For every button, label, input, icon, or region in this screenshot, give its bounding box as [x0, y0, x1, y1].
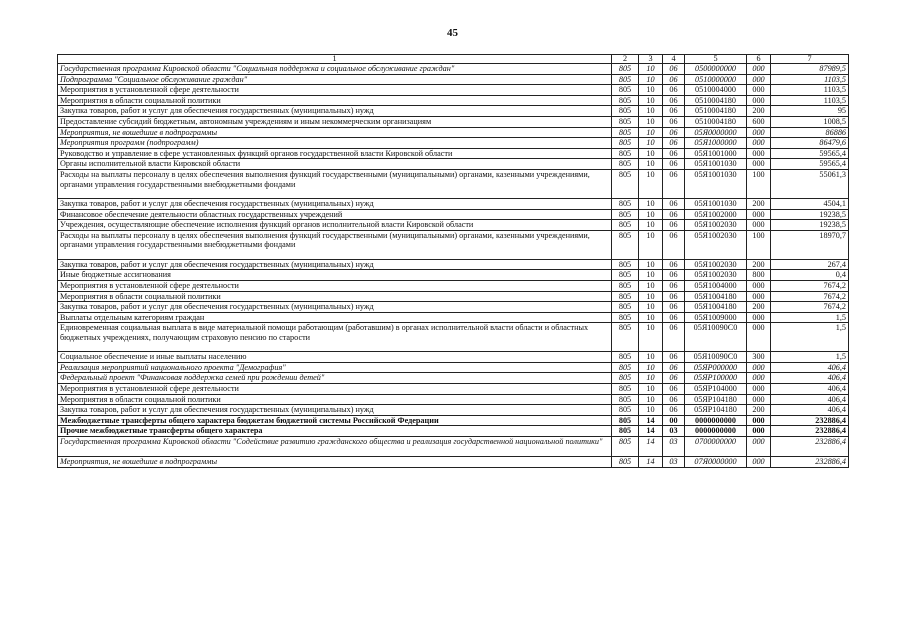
target-article-cell: 05Я1001000 — [685, 148, 747, 159]
ministry-code-cell: 805 — [612, 220, 639, 231]
target-article-cell: 05Я1002030 — [685, 220, 747, 231]
target-article-cell: 0510004180 — [685, 116, 747, 127]
amount-cell: 232886,4 — [771, 457, 849, 468]
table-row — [58, 437, 849, 457]
row-name-cell: Мероприятия, не вошедшие в подпрограммы — [58, 127, 612, 138]
table-row — [58, 312, 849, 323]
table-row — [58, 85, 849, 96]
row-name-cell: Расходы на выплаты персоналу в целях обеспечения выполнения функций государственными (муниципальными) органами, казенными учреждениями, органами управления государственными внебюджетными фондами — [58, 230, 612, 259]
column-number-row — [58, 55, 849, 64]
row-name-cell: Мероприятия программ (подпрограмм) — [58, 138, 612, 149]
table-row — [58, 64, 849, 75]
subsection-code-cell: 06 — [663, 74, 685, 85]
target-article-cell: 05Я1000000 — [685, 138, 747, 149]
row-name-cell: Прочие межбюджетные трансферты общего характера — [58, 426, 612, 437]
row-name-cell: Государственная программа Кировской области "Содействие развитию гражданского общества и реализация государственной национальной политики" — [58, 437, 612, 457]
ministry-code-cell: 805 — [612, 457, 639, 468]
column-header: 3 — [639, 55, 663, 64]
amount-cell: 406,4 — [771, 362, 849, 373]
amount-cell: 1008,5 — [771, 116, 849, 127]
amount-cell: 7674,2 — [771, 291, 849, 302]
column-header: 1 — [58, 55, 612, 64]
row-name-cell: Выплаты отдельным категориям граждан — [58, 312, 612, 323]
expense-type-cell: 000 — [747, 373, 771, 384]
expense-type-cell: 200 — [747, 106, 771, 117]
expense-type-cell: 000 — [747, 64, 771, 75]
amount-cell: 1103,5 — [771, 85, 849, 96]
table-row — [58, 457, 849, 468]
subsection-code-cell: 06 — [663, 198, 685, 209]
ministry-code-cell: 805 — [612, 127, 639, 138]
section-code-cell: 10 — [639, 323, 663, 352]
row-name-cell: Предоставление субсидий бюджетным, автономным учреждениям и иным некоммерческим организациям — [58, 116, 612, 127]
expense-type-cell: 000 — [747, 457, 771, 468]
amount-cell: 7674,2 — [771, 302, 849, 313]
target-article-cell: 0700000000 — [685, 437, 747, 457]
expense-type-cell: 000 — [747, 85, 771, 96]
section-code-cell: 14 — [639, 415, 663, 426]
table-row — [58, 220, 849, 231]
ministry-code-cell: 805 — [612, 426, 639, 437]
row-name-cell: Государственная программа Кировской области "Социальная поддержка и социальное обслуживание граждан" — [58, 64, 612, 75]
row-name-cell: Закупка товаров, работ и услуг для обеспечения государственных (муниципальных) нужд — [58, 198, 612, 209]
section-code-cell: 10 — [639, 259, 663, 270]
subsection-code-cell: 06 — [663, 323, 685, 352]
section-code-cell: 10 — [639, 373, 663, 384]
subsection-code-cell: 06 — [663, 159, 685, 170]
page-number: 45 — [447, 27, 458, 39]
ministry-code-cell: 805 — [612, 74, 639, 85]
amount-cell: 1103,5 — [771, 95, 849, 106]
target-article-cell: 05Я1001030 — [685, 169, 747, 198]
section-code-cell: 10 — [639, 312, 663, 323]
ministry-code-cell: 805 — [612, 280, 639, 291]
table-row — [58, 169, 849, 198]
section-code-cell: 10 — [639, 106, 663, 117]
section-code-cell: 10 — [639, 270, 663, 281]
subsection-code-cell: 00 — [663, 415, 685, 426]
section-code-cell: 10 — [639, 362, 663, 373]
row-name-cell: Мероприятия в установленной сфере деятельности — [58, 280, 612, 291]
row-name-cell: Руководство и управление в сфере установленных функций органов государственной власти Кировской области — [58, 148, 612, 159]
expense-type-cell: 300 — [747, 352, 771, 363]
target-article-cell: 07Я0000000 — [685, 457, 747, 468]
target-article-cell: 05ЯР100000 — [685, 373, 747, 384]
row-name-cell: Расходы на выплаты персоналу в целях обеспечения выполнения функций государственными (муниципальными) органами, казенными учреждениями, органами управления государственными внебюджетными фондами — [58, 169, 612, 198]
expense-type-cell: 000 — [747, 148, 771, 159]
subsection-code-cell: 06 — [663, 138, 685, 149]
expense-type-cell: 600 — [747, 116, 771, 127]
amount-cell: 1,5 — [771, 352, 849, 363]
expense-type-cell: 200 — [747, 198, 771, 209]
ministry-code-cell: 805 — [612, 323, 639, 352]
row-name-cell: Федеральный проект "Финансовая поддержка семей при рождении детей" — [58, 373, 612, 384]
amount-cell: 4504,1 — [771, 198, 849, 209]
table-row — [58, 352, 849, 363]
expense-type-cell: 000 — [747, 394, 771, 405]
section-code-cell: 10 — [639, 394, 663, 405]
table-row — [58, 394, 849, 405]
target-article-cell: 0510004180 — [685, 95, 747, 106]
table-row — [58, 270, 849, 281]
section-code-cell: 10 — [639, 198, 663, 209]
row-name-cell: Закупка товаров, работ и услуг для обеспечения государственных (муниципальных) нужд — [58, 106, 612, 117]
amount-cell: 1,5 — [771, 323, 849, 352]
ministry-code-cell: 805 — [612, 384, 639, 395]
section-code-cell: 14 — [639, 457, 663, 468]
section-code-cell: 10 — [639, 302, 663, 313]
row-name-cell: Финансовое обеспечение деятельности областных государственных учреждений — [58, 209, 612, 220]
amount-cell: 1,5 — [771, 312, 849, 323]
amount-cell: 86886 — [771, 127, 849, 138]
expense-type-cell: 100 — [747, 230, 771, 259]
row-name-cell: Межбюджетные трансферты общего характера бюджетам бюджетной системы Российской Федерации — [58, 415, 612, 426]
table-row — [58, 323, 849, 352]
subsection-code-cell: 06 — [663, 220, 685, 231]
column-header: 2 — [612, 55, 639, 64]
subsection-code-cell: 06 — [663, 302, 685, 313]
target-article-cell: 05ЯР000000 — [685, 362, 747, 373]
section-code-cell: 10 — [639, 169, 663, 198]
table-row — [58, 106, 849, 117]
ministry-code-cell: 805 — [612, 394, 639, 405]
subsection-code-cell: 06 — [663, 280, 685, 291]
section-code-cell: 10 — [639, 230, 663, 259]
ministry-code-cell: 805 — [612, 437, 639, 457]
target-article-cell: 0510004180 — [685, 106, 747, 117]
target-article-cell: 05Я1002030 — [685, 270, 747, 281]
target-article-cell: 05Я1004180 — [685, 302, 747, 313]
ministry-code-cell: 805 — [612, 64, 639, 75]
amount-cell: 7674,2 — [771, 280, 849, 291]
table-row — [58, 116, 849, 127]
table-row — [58, 415, 849, 426]
subsection-code-cell: 06 — [663, 405, 685, 416]
subsection-code-cell: 06 — [663, 148, 685, 159]
row-name-cell: Мероприятия в области социальной политики — [58, 291, 612, 302]
subsection-code-cell: 06 — [663, 394, 685, 405]
expense-type-cell: 000 — [747, 437, 771, 457]
section-code-cell: 10 — [639, 159, 663, 170]
table-row — [58, 291, 849, 302]
row-name-cell: Единовременная социальная выплата в виде материальной помощи работающим (работавшим) в органах исполнительной власти области и областных бюджетных учреждениях, получающим страховую пенсию по старости — [58, 323, 612, 352]
ministry-code-cell: 805 — [612, 138, 639, 149]
expense-type-cell: 000 — [747, 362, 771, 373]
ministry-code-cell: 805 — [612, 373, 639, 384]
amount-cell: 232886,4 — [771, 415, 849, 426]
amount-cell: 406,4 — [771, 394, 849, 405]
ministry-code-cell: 805 — [612, 159, 639, 170]
subsection-code-cell: 06 — [663, 312, 685, 323]
column-header: 6 — [747, 55, 771, 64]
subsection-code-cell: 06 — [663, 352, 685, 363]
table-row — [58, 259, 849, 270]
row-name-cell: Мероприятия в установленной сфере деятельности — [58, 384, 612, 395]
expense-type-cell: 000 — [747, 312, 771, 323]
section-code-cell: 10 — [639, 220, 663, 231]
subsection-code-cell: 03 — [663, 437, 685, 457]
amount-cell: 95 — [771, 106, 849, 117]
expense-type-cell: 100 — [747, 169, 771, 198]
target-article-cell: 0510000000 — [685, 74, 747, 85]
target-article-cell: 05Я1001030 — [685, 198, 747, 209]
expense-type-cell: 000 — [747, 384, 771, 395]
amount-cell: 59565,4 — [771, 148, 849, 159]
target-article-cell: 05Я1001030 — [685, 159, 747, 170]
table-row — [58, 405, 849, 416]
section-code-cell: 10 — [639, 280, 663, 291]
subsection-code-cell: 06 — [663, 384, 685, 395]
amount-cell: 55061,3 — [771, 169, 849, 198]
row-name-cell: Мероприятия, не вошедшие в подпрограммы — [58, 457, 612, 468]
table-row — [58, 209, 849, 220]
section-code-cell: 10 — [639, 291, 663, 302]
target-article-cell: 05Я1002000 — [685, 209, 747, 220]
expense-type-cell: 000 — [747, 74, 771, 85]
column-header: 4 — [663, 55, 685, 64]
target-article-cell: 0000000000 — [685, 415, 747, 426]
ministry-code-cell: 805 — [612, 198, 639, 209]
ministry-code-cell: 805 — [612, 85, 639, 96]
ministry-code-cell: 805 — [612, 169, 639, 198]
section-code-cell: 10 — [639, 138, 663, 149]
amount-cell: 406,4 — [771, 384, 849, 395]
table-row — [58, 426, 849, 437]
section-code-cell: 10 — [639, 74, 663, 85]
subsection-code-cell: 06 — [663, 259, 685, 270]
subsection-code-cell: 06 — [663, 373, 685, 384]
target-article-cell: 05Я1009000 — [685, 312, 747, 323]
table-row — [58, 373, 849, 384]
section-code-cell: 10 — [639, 352, 663, 363]
ministry-code-cell: 805 — [612, 270, 639, 281]
ministry-code-cell: 805 — [612, 106, 639, 117]
target-article-cell: 0000000000 — [685, 426, 747, 437]
expense-type-cell: 000 — [747, 209, 771, 220]
subsection-code-cell: 06 — [663, 209, 685, 220]
expense-type-cell: 000 — [747, 138, 771, 149]
table-row — [58, 74, 849, 85]
table-body — [58, 64, 849, 468]
expense-type-cell: 000 — [747, 95, 771, 106]
section-code-cell: 10 — [639, 64, 663, 75]
subsection-code-cell: 06 — [663, 116, 685, 127]
ministry-code-cell: 805 — [612, 148, 639, 159]
target-article-cell: 05Я10090С0 — [685, 323, 747, 352]
ministry-code-cell: 805 — [612, 291, 639, 302]
column-header: 7 — [771, 55, 849, 64]
amount-cell: 1103,5 — [771, 74, 849, 85]
row-name-cell: Иные бюджетные ассигнования — [58, 270, 612, 281]
section-code-cell: 10 — [639, 384, 663, 395]
table-row — [58, 384, 849, 395]
ministry-code-cell: 805 — [612, 302, 639, 313]
amount-cell: 87989,5 — [771, 64, 849, 75]
ministry-code-cell: 805 — [612, 259, 639, 270]
amount-cell: 59565,4 — [771, 159, 849, 170]
ministry-code-cell: 805 — [612, 352, 639, 363]
amount-cell: 232886,4 — [771, 426, 849, 437]
table-row — [58, 280, 849, 291]
amount-cell: 0,4 — [771, 270, 849, 281]
table-row — [58, 138, 849, 149]
expense-type-cell: 000 — [747, 280, 771, 291]
target-article-cell: 05Я10090С0 — [685, 352, 747, 363]
ministry-code-cell: 805 — [612, 405, 639, 416]
amount-cell: 18970,7 — [771, 230, 849, 259]
row-name-cell: Мероприятия в установленной сфере деятельности — [58, 85, 612, 96]
section-code-cell: 10 — [639, 85, 663, 96]
row-name-cell: Социальное обеспечение и иные выплаты населению — [58, 352, 612, 363]
expense-type-cell: 000 — [747, 426, 771, 437]
expense-type-cell: 200 — [747, 259, 771, 270]
table-row — [58, 148, 849, 159]
table-row — [58, 159, 849, 170]
row-name-cell: Мероприятия в области социальной политики — [58, 394, 612, 405]
target-article-cell: 05Я1004180 — [685, 291, 747, 302]
subsection-code-cell: 06 — [663, 85, 685, 96]
row-name-cell: Реализация мероприятий национального проекта "Демография" — [58, 362, 612, 373]
amount-cell: 406,4 — [771, 373, 849, 384]
expense-type-cell: 000 — [747, 291, 771, 302]
target-article-cell: 0500000000 — [685, 64, 747, 75]
expense-type-cell: 200 — [747, 405, 771, 416]
row-name-cell: Органы исполнительной власти Кировской области — [58, 159, 612, 170]
row-name-cell: Закупка товаров, работ и услуг для обеспечения государственных (муниципальных) нужд — [58, 259, 612, 270]
subsection-code-cell: 06 — [663, 127, 685, 138]
budget-table — [57, 54, 849, 468]
expense-type-cell: 000 — [747, 159, 771, 170]
section-code-cell: 14 — [639, 437, 663, 457]
target-article-cell: 05Я0000000 — [685, 127, 747, 138]
subsection-code-cell: 03 — [663, 426, 685, 437]
target-article-cell: 05ЯР104180 — [685, 405, 747, 416]
table-row — [58, 362, 849, 373]
target-article-cell: 05ЯР104000 — [685, 384, 747, 395]
row-name-cell: Закупка товаров, работ и услуг для обеспечения государственных (муниципальных) нужд — [58, 405, 612, 416]
row-name-cell: Учреждения, осуществляющие обеспечение исполнения функций органов исполнительной власти Кировской области — [58, 220, 612, 231]
section-code-cell: 10 — [639, 148, 663, 159]
target-article-cell: 05ЯР104180 — [685, 394, 747, 405]
row-name-cell: Мероприятия в области социальной политики — [58, 95, 612, 106]
table-row — [58, 127, 849, 138]
target-article-cell: 05Я1002030 — [685, 259, 747, 270]
subsection-code-cell: 06 — [663, 95, 685, 106]
amount-cell: 19238,5 — [771, 209, 849, 220]
subsection-code-cell: 03 — [663, 457, 685, 468]
section-code-cell: 10 — [639, 127, 663, 138]
subsection-code-cell: 06 — [663, 230, 685, 259]
ministry-code-cell: 805 — [612, 415, 639, 426]
target-article-cell: 0510004000 — [685, 85, 747, 96]
amount-cell: 406,4 — [771, 405, 849, 416]
column-header: 5 — [685, 55, 747, 64]
section-code-cell: 10 — [639, 116, 663, 127]
section-code-cell: 10 — [639, 209, 663, 220]
amount-cell: 232886,4 — [771, 437, 849, 457]
target-article-cell: 05Я1004000 — [685, 280, 747, 291]
row-name-cell: Подпрограмма "Социальное обслуживание граждан" — [58, 74, 612, 85]
table-row — [58, 198, 849, 209]
expense-type-cell: 000 — [747, 127, 771, 138]
amount-cell: 267,4 — [771, 259, 849, 270]
expense-type-cell: 000 — [747, 415, 771, 426]
subsection-code-cell: 06 — [663, 64, 685, 75]
subsection-code-cell: 06 — [663, 270, 685, 281]
section-code-cell: 14 — [639, 426, 663, 437]
expense-type-cell: 800 — [747, 270, 771, 281]
ministry-code-cell: 805 — [612, 362, 639, 373]
ministry-code-cell: 805 — [612, 312, 639, 323]
table-row — [58, 95, 849, 106]
section-code-cell: 10 — [639, 95, 663, 106]
ministry-code-cell: 805 — [612, 230, 639, 259]
expense-type-cell: 200 — [747, 302, 771, 313]
ministry-code-cell: 805 — [612, 209, 639, 220]
subsection-code-cell: 06 — [663, 291, 685, 302]
expense-type-cell: 000 — [747, 323, 771, 352]
ministry-code-cell: 805 — [612, 116, 639, 127]
row-name-cell: Закупка товаров, работ и услуг для обеспечения государственных (муниципальных) нужд — [58, 302, 612, 313]
table-row — [58, 302, 849, 313]
subsection-code-cell: 06 — [663, 362, 685, 373]
table-row — [58, 230, 849, 259]
amount-cell: 86479,6 — [771, 138, 849, 149]
section-code-cell: 10 — [639, 405, 663, 416]
expense-type-cell: 000 — [747, 220, 771, 231]
ministry-code-cell: 805 — [612, 95, 639, 106]
subsection-code-cell: 06 — [663, 106, 685, 117]
subsection-code-cell: 06 — [663, 169, 685, 198]
target-article-cell: 05Я1002030 — [685, 230, 747, 259]
amount-cell: 19238,5 — [771, 220, 849, 231]
